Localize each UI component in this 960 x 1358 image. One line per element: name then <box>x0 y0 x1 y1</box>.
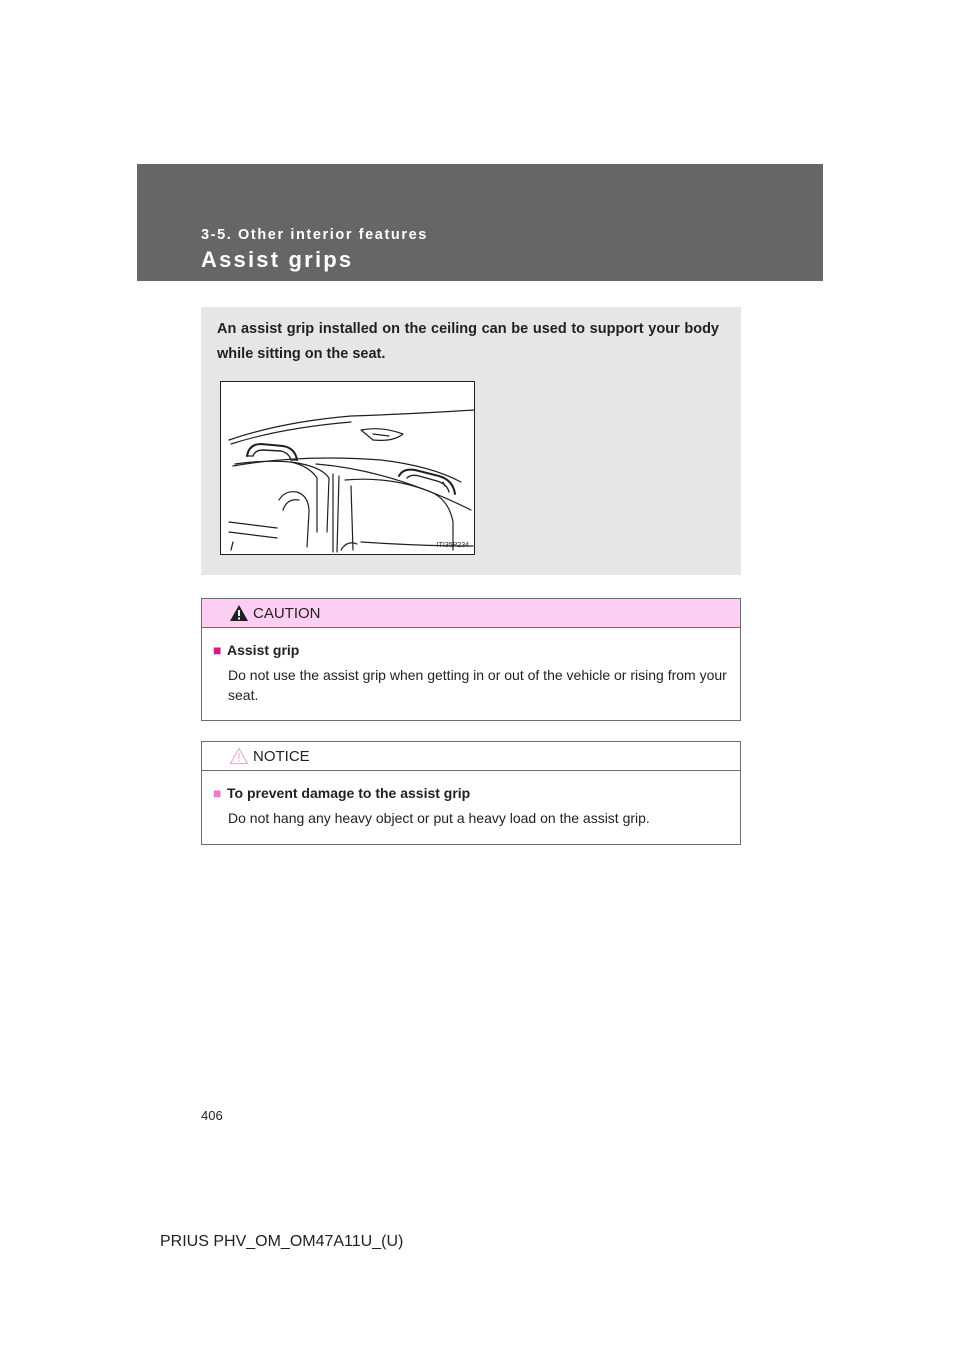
caution-item-body: Do not use the assist grip when getting in or out of the vehicle or rising from your seat. <box>228 667 727 703</box>
notice-item-title <box>213 785 470 801</box>
caution-item-title <box>213 642 299 658</box>
section-header <box>137 164 823 281</box>
warning-triangle-icon <box>229 604 249 622</box>
caution-header <box>202 599 740 628</box>
figure-code: ITI35P234 <box>436 542 469 549</box>
notice-header <box>202 742 740 771</box>
notice-item-body: Do not hang any heavy object or put a heavy load on the assist grip. <box>228 810 650 826</box>
assist-grip-illustration <box>220 381 475 555</box>
document-code: PRIUS PHV_OM_OM47A11U_(U) <box>160 1233 404 1250</box>
intro-text: An assist grip installed on the ceiling can be used to support your body while sitting on the seat. <box>217 321 719 362</box>
notice-item-title-text: To prevent damage to the assist grip <box>227 785 471 801</box>
caution-label: CAUTION <box>253 605 321 622</box>
section-label: 3-5. Other interior features <box>201 227 428 243</box>
warning-triangle-outline-icon <box>229 747 249 765</box>
page-title: Assist grips <box>201 247 354 272</box>
caution-item-title-text: Assist grip <box>227 642 300 658</box>
notice-bullet: ■ <box>213 785 222 801</box>
caution-bullet: ■ <box>213 642 222 658</box>
intro-box <box>201 307 741 575</box>
assist-grip-drawing <box>221 382 474 554</box>
notice-label: NOTICE <box>253 748 310 765</box>
page-number: 406 <box>201 1108 223 1123</box>
caution-box <box>201 598 741 721</box>
notice-box <box>201 741 741 845</box>
